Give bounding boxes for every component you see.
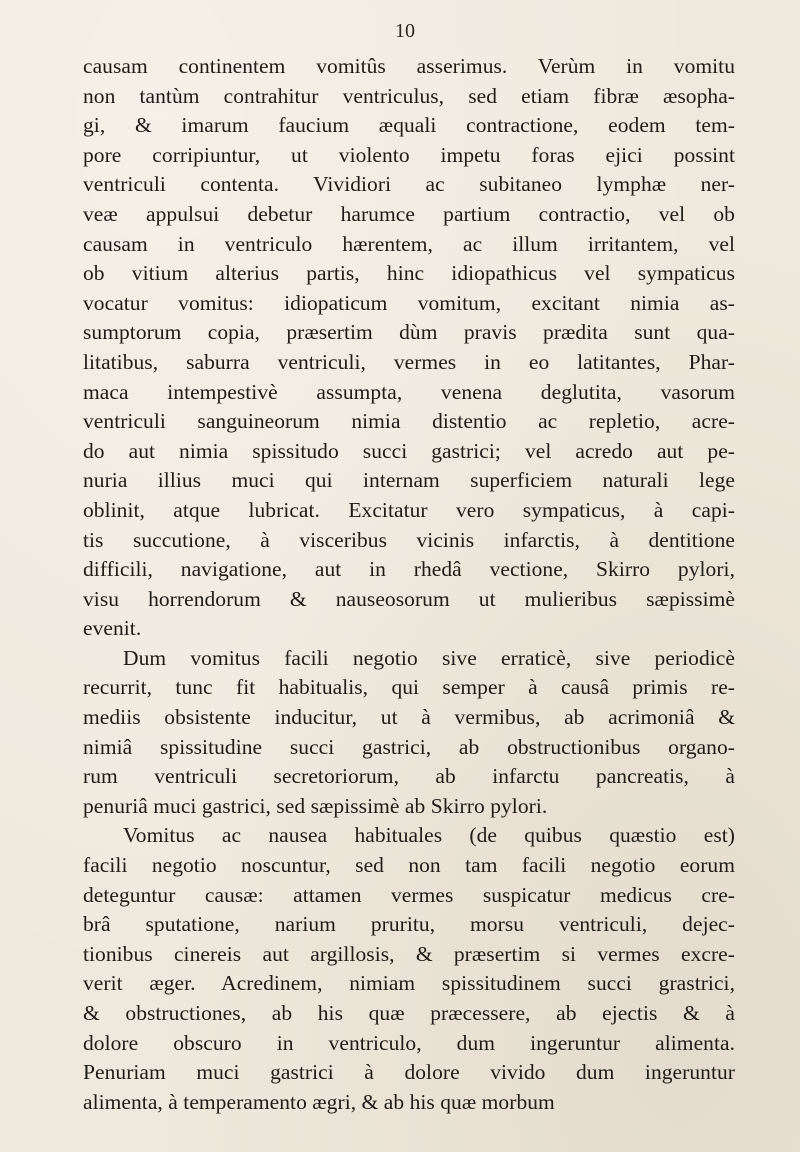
text-line: nuria illius muci qui internam superficiem naturali lege (83, 468, 735, 493)
text-line: vocatur vomitus: idiopaticum vomitum, excitant nimia as- (83, 290, 735, 315)
text-line: rum ventriculi secretoriorum, ab infarctu pancreatis, à (83, 764, 735, 789)
text-line: ventriculi contenta. Vividiori ac subitaneo lymphæ ner- (83, 172, 735, 197)
text-line: dolore obscuro in ventriculo, dum ingeruntur alimenta. (83, 1030, 735, 1055)
text-line: gi, & imarum faucium æquali contractione, eodem tem- (83, 113, 735, 138)
text-line: alimenta, à temperamento ægri, & ab his quæ morbum (83, 1089, 555, 1114)
text-line: visu horrendorum & nauseosorum ut mulieribus sæpissimè (83, 586, 735, 611)
text-line: litatibus, saburra ventriculi, vermes in eo latitantes, Phar- (83, 349, 735, 374)
text-line: facili negotio noscuntur, sed non tam facili negotio eorum (83, 853, 735, 878)
paragraph-end-line: penuriâ muci gastrici, sed sæpissimè ab Skirro pylori. (83, 793, 548, 818)
text-line: tionibus cinereis aut argillosis, & præsertim si vermes excre- (83, 941, 735, 966)
text-line: causam continentem vomitûs asserimus. Verùm in vomitu (83, 54, 735, 78)
text-line: tis succutione, à visceribus vicinis infarctis, à dentitione (83, 527, 735, 552)
text-line: non tantùm contrahitur ventriculus, sed etiam fibræ æsopha- (83, 83, 735, 108)
paragraph-start-line: Vomitus ac nausea habituales (de quibus quæstio est) (123, 823, 735, 848)
text-line: mediis obsistente inducitur, ut à vermibus, ab acrimoniâ & (83, 705, 735, 730)
text-line: Penuriam muci gastrici à dolore vivido dum ingeruntur (83, 1060, 735, 1085)
text-line: veæ appulsui debetur harumce partium contractio, vel ob (83, 201, 735, 226)
paragraph-end-line: evenit. (83, 616, 142, 641)
text-line: sumptorum copia, præsertim dùm pravis prædita sunt qua- (83, 320, 735, 345)
text-line: ventriculi sanguineorum nimia distentio ac repletio, acre- (83, 409, 735, 434)
text-line: nimiâ spissitudine succi gastrici, ab obstructionibus organo- (83, 734, 735, 759)
text-line: oblinit, atque lubricat. Excitatur vero sympaticus, à capi- (83, 497, 735, 522)
body-text (83, 52, 735, 1117)
text-line: deteguntur causæ: attamen vermes suspicatur medicus cre- (83, 882, 735, 907)
text-line: verit æger. Acredinem, nimiam spissitudinem succi grastrici, (83, 971, 735, 996)
text-line: do aut nimia spissitudo succi gastrici; vel acredo aut pe- (83, 438, 735, 463)
text-line: brâ sputatione, narium pruritu, morsu ventriculi, dejec- (83, 912, 735, 937)
text-line: causam in ventriculo hærentem, ac illum irritantem, vel (83, 231, 735, 256)
text-line: pore corripiuntur, ut violento impetu foras ejici possint (83, 142, 735, 167)
text-line: maca intempestivè assumpta, venena deglutita, vasorum (83, 379, 735, 404)
text-line: difficili, navigatione, aut in rhedâ vectione, Skirro pylori, (83, 557, 735, 582)
text-line: recurrit, tunc fit habitualis, qui semper à causâ primis re- (83, 675, 735, 700)
text-line: ob vitium alterius partis, hinc idiopathicus vel sympaticus (83, 261, 735, 286)
paragraph-start-line: Dum vomitus facili negotio sive erraticè, sive periodicè (123, 645, 735, 670)
page-number: 10 (395, 20, 415, 42)
text-line: & obstructiones, ab his quæ præcessere, ab ejectis & à (83, 1001, 735, 1025)
